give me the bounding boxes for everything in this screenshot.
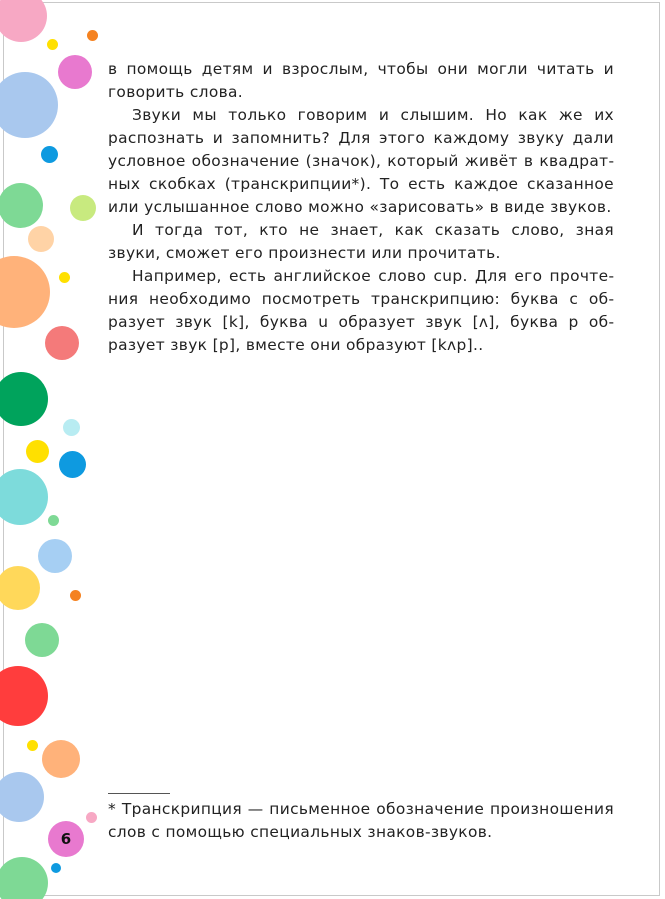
- main-text: [108, 58, 614, 357]
- decor-dot: [26, 440, 49, 463]
- decor-dot: [0, 566, 40, 610]
- decor-dot: [38, 539, 72, 573]
- decor-dot: [45, 326, 79, 360]
- decor-dot: [59, 272, 70, 283]
- paragraph: И тогда тот, кто не знает, как сказать слово, зная звуки, сможет его произнести или прочитать.: [108, 221, 614, 262]
- decor-dot: [41, 146, 58, 163]
- decor-dot: [0, 772, 44, 822]
- decor-dot: [0, 72, 58, 138]
- decor-dot: [0, 469, 48, 525]
- decor-dot: [51, 863, 61, 873]
- decor-dot: [0, 666, 48, 726]
- decor-dot: [0, 183, 43, 228]
- page-number: 6: [48, 821, 84, 857]
- paragraph: в помощь детям и взрослым, чтобы они могли читать и говорить слова.: [108, 60, 614, 101]
- decor-dot: [42, 740, 80, 778]
- paragraph: Например, есть английское слово cup. Для его прочтения необходимо посмотреть транскрипцию: буква c образует звук [k], буква u образует звук [ʌ], буква p образует звук [p], вместе они образуют [kʌp]..: [108, 267, 614, 354]
- decor-dot: [28, 226, 54, 252]
- decor-dot: [63, 419, 80, 436]
- footnote-divider: [108, 793, 170, 794]
- decor-dot: [25, 623, 59, 657]
- footnote: * Транскрипция — письменное обозначение произношения слов с помощью специальных знаков-звуков.: [108, 800, 614, 841]
- decor-dot: [0, 0, 47, 42]
- decor-dot: [59, 451, 86, 478]
- decor-dot: [0, 857, 48, 899]
- decor-dot: [70, 590, 81, 601]
- decor-dot: [58, 55, 92, 89]
- decor-dot: [86, 812, 97, 823]
- decor-dot: [47, 39, 58, 50]
- decorative-dots: [0, 0, 110, 899]
- decor-dot: [0, 256, 50, 328]
- decor-dot: [27, 740, 38, 751]
- decor-dot: [87, 30, 98, 41]
- paragraph: Звуки мы только говорим и слышим. Но как же их распознать и запомнить? Для этого каждому звуку дали условное обозначение (значок), который живёт в квадратных скобках (транскрипции*). То есть каждое сказанное или услышанное слово можно «зарисовать» в виде звуков.: [108, 106, 614, 216]
- decor-dot: [0, 372, 48, 426]
- decor-dot: [48, 515, 59, 526]
- decor-dot: [70, 195, 96, 221]
